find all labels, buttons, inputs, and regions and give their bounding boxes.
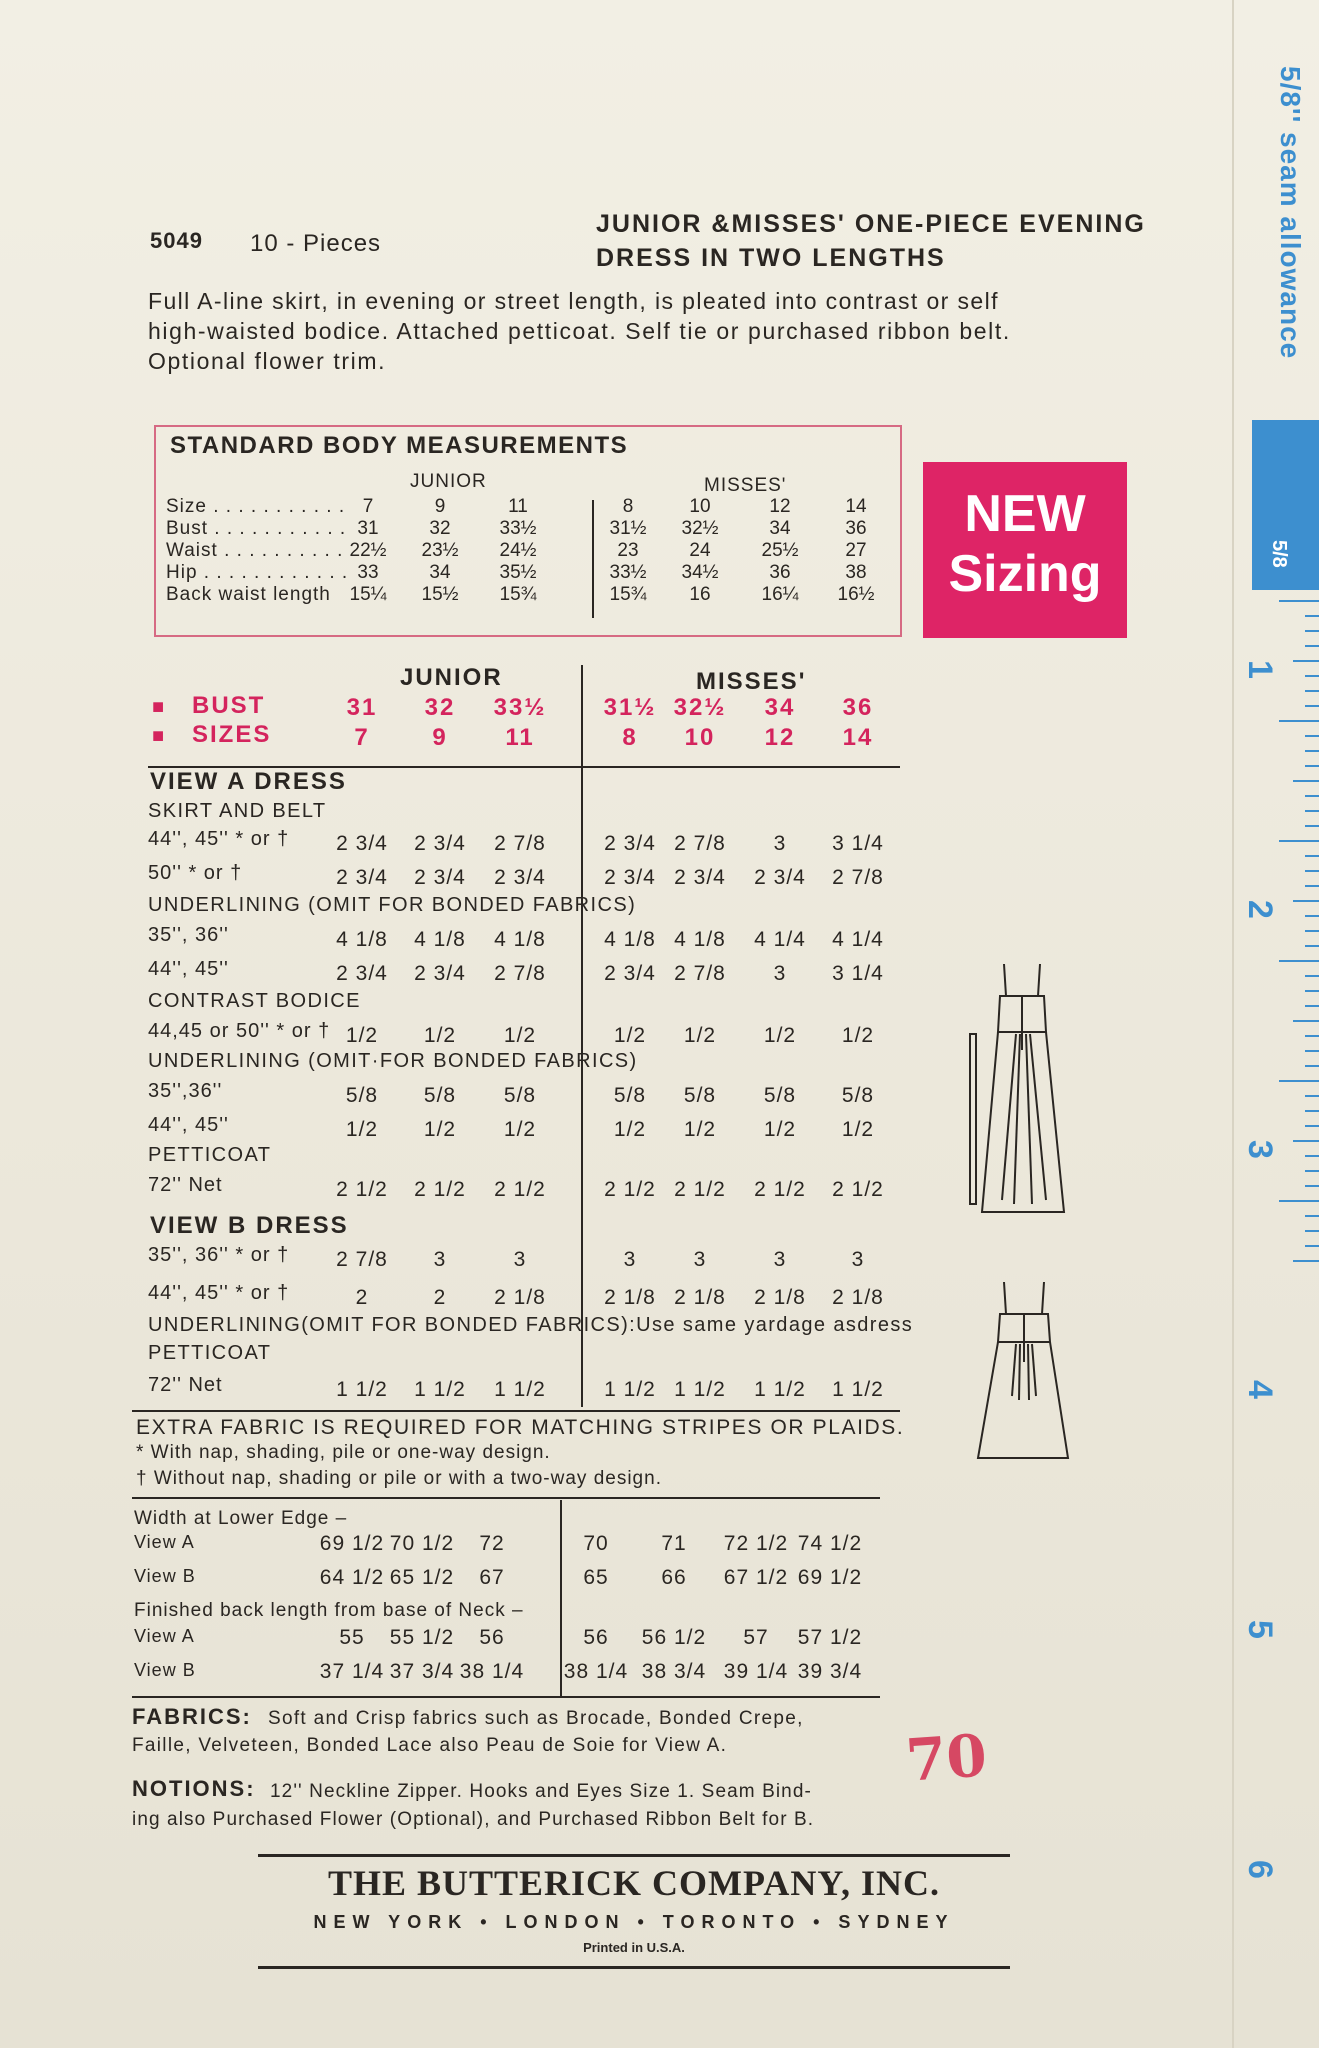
price-mark: 70 [903,1721,989,1795]
yardage-value: 4 1/8 [414,928,466,951]
ruler-inch-number: 6 [1240,1860,1279,1879]
yardage-value: 5/8 [345,1084,379,1107]
notions-line1: 12'' Neckline Zipper. Hooks and Eyes Size 1. Seam Bind- [270,1781,812,1802]
ruler-tick [1305,735,1319,737]
yardage-value: 2 7/8 [832,866,884,889]
smb-value: 33 [357,562,379,583]
smb-value: 23 [617,540,639,561]
yardage-value: 1/2 [345,1024,379,1047]
ruler-tick [1305,975,1319,977]
yardage-value: 2 3/4 [414,866,466,889]
ruler-tick [1305,1155,1319,1157]
yardage-value: 2 1/2 [494,1178,546,1201]
smb-value: 31½ [609,518,647,539]
yardage-value: 3 [433,1248,447,1271]
badge-new: NEW [964,485,1086,543]
ruler-inch-number: 3 [1240,1140,1279,1159]
yardage-value: 2 3/4 [494,866,546,889]
size-value: 9 [432,724,448,751]
smb-value: 27 [845,540,867,561]
smb-row-label: Bust . . . . . . . . . . . [166,518,347,539]
finished-row-label: View B [134,1660,196,1680]
finished-value: 39 1/4 [723,1660,789,1683]
ruler-tick [1305,1035,1319,1037]
yardage-row-label: 35'', 36'' * or † [148,1244,290,1266]
yardage-value: 2 7/8 [494,962,546,985]
yardage-value: 2 1/2 [674,1178,726,1201]
yardage-row-label: 44'', 45'' [148,958,229,980]
smb-row-label: Hip . . . . . . . . . . . . [166,562,349,583]
yardage-value: 1 1/2 [754,1378,806,1401]
yardage-value: 2 7/8 [674,832,726,855]
yardage-value: 1/2 [683,1118,717,1141]
yardage-value: 1 1/2 [494,1378,546,1401]
fabrics-label: FABRICS: [132,1704,252,1729]
yardage-row-label: 35'',36'' [148,1080,223,1102]
yardage-value: 2 7/8 [494,832,546,855]
pattern-number: 5049 [150,228,203,253]
ruler-inch-number: 1 [1240,660,1279,679]
pattern-title-line1: JUNIOR &MISSES' ONE-PIECE EVENING [596,210,1146,238]
size-value: 8 [622,724,638,751]
smb-row-label: Waist . . . . . . . . . . [166,540,344,561]
yardage-value: 2 3/4 [336,866,388,889]
yardage-value: 4 1/4 [754,928,806,951]
smb-value: 32½ [681,518,719,539]
yardage-row-label: VIEW B DRESS [150,1212,349,1239]
yardage-row-label: 50'' * or † [148,862,243,884]
yardage-value: 1/2 [613,1024,647,1047]
ruler-tick [1305,1005,1319,1007]
smb-value: 36 [769,562,791,583]
sizes-bullet-icon: ■ [152,725,165,747]
yardage-value: 2 3/4 [336,832,388,855]
yardage-value: 1/2 [503,1118,537,1141]
ruler-tick [1305,750,1319,752]
seam-allowance-ruler [1240,0,1319,2048]
smb-junior-label: JUNIOR [410,471,487,492]
yardage-value: 1/2 [763,1024,797,1047]
smb-value: 24½ [499,540,537,561]
ruler-tick [1305,1065,1319,1067]
bust-value: 32½ [673,694,727,721]
piece-count: 10 - Pieces [250,230,382,257]
description-line2: high-waisted bodice. Attached petticoat. Self tie or purchased ribbon belt. [148,318,1011,344]
smb-value: 8 [622,496,634,517]
notions-label: NOTIONS: [132,1776,256,1801]
yardage-value: 3 [773,962,787,985]
ruler-tick [1305,1095,1319,1097]
ruler-tick [1305,990,1319,992]
smb-value: 25½ [761,540,799,561]
finished-value: 65 [583,1566,609,1589]
yardage-value: 1/2 [345,1118,379,1141]
yardage-row-label: UNDERLINING (OMIT·FOR BONDED FABRICS) [148,1050,638,1072]
smb-row-label: Size . . . . . . . . . . . [166,496,346,517]
yardage-value: 1/2 [423,1024,457,1047]
fabrics-line2: Faille, Velveteen, Bonded Lace also Peau de Soie for View A. [132,1735,728,1756]
yardage-divider [581,665,583,1407]
yardage-value: 2 [433,1286,447,1309]
yardage-value: 4 1/8 [674,928,726,951]
ruler-tick [1305,615,1319,617]
ruler-tick [1293,780,1319,782]
yardage-value: 2 1/2 [414,1178,466,1201]
yardage-row-label: 44'', 45'' * or † [148,828,290,850]
yardage-value: 3 1/4 [832,832,884,855]
finished-value: 64 1/2 [319,1566,385,1589]
smb-value: 38 [845,562,867,583]
smb-value: 16 [689,584,711,605]
company-name: THE BUTTERICK COMPANY, INC. [327,1863,941,1903]
footer-bottom-rule [258,1966,1010,1969]
ruler-tick [1305,825,1319,827]
ruler-tick [1279,1200,1319,1202]
smb-value: 7 [362,496,374,517]
ruler-inch-number: 2 [1240,900,1279,919]
yardage-value: 4 1/4 [832,928,884,951]
yardage-value: 1 1/2 [832,1378,884,1401]
bust-value: 33½ [493,694,547,721]
ruler-label: 5/8'' seam allowance [1275,66,1306,360]
yardage-value: 2 [355,1286,369,1309]
yardage-value: 2 1/2 [754,1178,806,1201]
sizes-label: SIZES [192,721,272,748]
standard-measurements-title: STANDARD BODY MEASUREMENTS [170,432,629,459]
ruler-tick [1293,1140,1319,1142]
smb-value: 22½ [349,540,387,561]
ruler-tick [1305,1185,1319,1187]
ruler-tick [1305,930,1319,932]
pattern-title-line2: DRESS IN TWO LENGTHS [596,244,946,272]
size-value: 11 [505,724,535,751]
finished-value: 65 1/2 [389,1566,455,1589]
company-cities: NEW YORK • LONDON • TORONTO • SYDNEY [313,1912,955,1932]
ruler-tick [1293,1260,1319,1262]
ruler-tick [1305,645,1319,647]
bust-value: 36 [842,694,874,721]
yardage-value: 2 1/2 [832,1178,884,1201]
ruler-tick [1305,795,1319,797]
finished-value: 70 1/2 [389,1532,455,1555]
finished-value: 72 1/2 [723,1532,789,1555]
yardage-value: 1/2 [763,1118,797,1141]
smb-value: 15¾ [499,584,537,605]
yardage-value: 1 1/2 [674,1378,726,1401]
yardage-row-label: UNDERLINING (OMIT FOR BONDED FABRICS) [148,894,637,916]
smb-value: 11 [508,496,528,517]
ruler-tick [1305,630,1319,632]
yardage-row-label: UNDERLINING(OMIT FOR BONDED FABRICS):Use same yardage asdress [148,1314,914,1336]
yardage-value: 2 1/8 [494,1286,546,1309]
bust-value: 34 [764,694,796,721]
ruler-tick [1305,885,1319,887]
yardage-value: 5/8 [503,1084,537,1107]
ruler-tick [1305,870,1319,872]
finished-value: 66 [661,1566,687,1589]
yardage-value: 1/2 [613,1118,647,1141]
view-b-dress-drawing [964,1276,1074,1466]
width-lower-edge-label: Width at Lower Edge – [134,1508,348,1529]
yardage-value: 5/8 [763,1084,797,1107]
yardage-value: 2 3/4 [604,866,656,889]
smb-value: 16½ [837,584,875,605]
ruler-tick [1305,675,1319,677]
yardage-value: 2 1/8 [754,1286,806,1309]
yardage-value: 2 7/8 [674,962,726,985]
yardage-value: 3 [773,1248,787,1271]
finished-value: 67 1/2 [723,1566,789,1589]
fabrics-line1: Soft and Crisp fabrics such as Brocade, Bonded Crepe, [268,1708,804,1729]
yardage-value: 5/8 [613,1084,647,1107]
yardage-value: 2 3/4 [604,832,656,855]
ruler-tick [1279,720,1319,722]
finished-value: 38 3/4 [641,1660,707,1683]
bust-value: 32 [424,694,456,721]
yardage-value: 3 1/4 [832,962,884,985]
yardage-value: 2 1/8 [832,1286,884,1309]
yardage-value: 2 3/4 [674,866,726,889]
bust-bullet-icon: ■ [152,696,165,718]
view-a-dress-drawing [960,960,1070,1220]
ruler-tick [1279,1080,1319,1082]
yardage-value: 2 3/4 [336,962,388,985]
finished-row-label: View B [134,1566,196,1586]
yardage-row-label: 44,45 or 50'' * or † [148,1020,331,1042]
yardage-value: 1/2 [683,1024,717,1047]
smb-value: 34½ [681,562,719,583]
yardage-value: 2 1/8 [604,1286,656,1309]
ruler-tick [1279,600,1319,602]
yardage-row-label: PETTICOAT [148,1144,272,1166]
yardage-value: 2 3/4 [414,832,466,855]
ruler-tick [1293,900,1319,902]
finished-value: 69 1/2 [319,1532,385,1555]
ruler-inch-number: 4 [1240,1380,1279,1399]
yardage-value: 1/2 [841,1024,875,1047]
finished-value: 56 [479,1626,505,1649]
ruler-tick [1279,960,1319,962]
ruler-tick [1305,1110,1319,1112]
yardage-row-label: 35'', 36'' [148,924,229,946]
yardage-value: 3 [773,832,787,855]
back-length-label: Finished back length from base of Neck – [134,1600,524,1621]
smb-value: 34 [429,562,451,583]
yardage-value: 1/2 [841,1118,875,1141]
bust-value: 31 [346,694,378,721]
size-value: 7 [354,724,370,751]
badge-sizing: Sizing [948,545,1102,603]
yardage-value: 4 1/8 [494,928,546,951]
smb-value: 24 [689,540,711,561]
yardage-value: 3 [851,1248,865,1271]
finished-value: 71 [661,1532,687,1555]
yardage-value: 5/8 [841,1084,875,1107]
envelope-fold [1232,0,1234,2048]
printed-in: Printed in U.S.A. [583,1940,685,1955]
notions-line2: ing also Purchased Flower (Optional), and Purchased Ribbon Belt for B. [132,1809,815,1830]
bust-value: 31½ [603,694,657,721]
ruler-tick [1293,660,1319,662]
smb-value: 12 [769,496,791,517]
yardage-row-label: SKIRT AND BELT [148,800,327,822]
finished-row-label: View A [134,1532,195,1552]
ruler-tick [1305,1170,1319,1172]
ruler-tick [1305,690,1319,692]
yardage-value: 2 7/8 [336,1248,388,1271]
yardage-value: 4 1/8 [336,928,388,951]
extra-fabric-note: EXTRA FABRIC IS REQUIRED FOR MATCHING STRIPES OR PLAIDS. [136,1416,905,1439]
smb-value: 16¼ [761,584,799,605]
finished-value: 38 1/4 [459,1660,525,1683]
finished-value: 55 1/2 [389,1626,455,1649]
size-value: 14 [842,724,874,751]
finished-value: 37 1/4 [319,1660,385,1683]
with-nap-note: * With nap, shading, pile or one-way design. [136,1442,551,1463]
finished-value: 69 1/2 [797,1566,863,1589]
ruler-tick [1305,1125,1319,1127]
ruler-tick [1305,1215,1319,1217]
yardage-row-label: 72'' Net [148,1174,223,1196]
footer-top-rule [258,1854,1010,1857]
yardage-value: 1/2 [503,1024,537,1047]
yardage-value: 2 3/4 [754,866,806,889]
yardage-row-label: PETTICOAT [148,1342,272,1364]
yardage-value: 2 1/2 [604,1178,656,1201]
smb-value: 23½ [421,540,459,561]
smb-divider [592,500,594,618]
yardage-misses-label: MISSES' [696,668,807,695]
yardage-row-label: VIEW A DRESS [150,768,347,795]
yardage-value: 3 [693,1248,707,1271]
yardage-value: 5/8 [683,1084,717,1107]
smb-value: 9 [434,496,446,517]
smb-value: 33½ [609,562,647,583]
yardage-row-label: 72'' Net [148,1374,223,1396]
yardage-value: 1/2 [423,1118,457,1141]
smb-value: 31 [357,518,379,539]
yardage-value: 2 3/4 [604,962,656,985]
yardage-value: 3 [513,1248,527,1271]
finished-value: 67 [479,1566,505,1589]
ruler-tick [1305,1230,1319,1232]
ruler-tick [1305,915,1319,917]
yardage-value: 4 1/8 [604,928,656,951]
yardage-row-label: CONTRAST BODICE [148,990,361,1012]
yardage-value: 2 3/4 [414,962,466,985]
size-value: 12 [764,724,796,751]
finished-value: 39 3/4 [797,1660,863,1683]
smb-value: 14 [845,496,867,517]
smb-value: 15½ [421,584,459,605]
ruler-tick [1279,840,1319,842]
yardage-value: 3 [623,1248,637,1271]
finished-value: 56 [583,1626,609,1649]
smb-value: 36 [845,518,867,539]
ruler-tick [1293,1020,1319,1022]
notes-rule [132,1497,880,1499]
ruler-tick [1305,1245,1319,1247]
smb-value: 10 [689,496,711,517]
without-nap-note: † Without nap, shading or pile or with a two-way design. [136,1468,662,1489]
ruler-tick [1305,810,1319,812]
smb-value: 15¾ [609,584,647,605]
smb-value: 35½ [499,562,537,583]
yardage-value: 1 1/2 [336,1378,388,1401]
finished-rule [132,1696,880,1698]
bust-label: BUST [192,692,266,719]
ruler-fraction: 5/8 [1268,540,1290,568]
ruler-tick [1305,1050,1319,1052]
finished-value: 37 3/4 [389,1660,455,1683]
description-line3: Optional flower trim. [148,348,387,374]
finished-value: 56 1/2 [641,1626,707,1649]
yardage-bottom-rule [132,1410,900,1412]
smb-value: 15¼ [349,584,387,605]
new-sizing-badge [923,462,1127,638]
ruler-inch-number: 5 [1240,1620,1279,1639]
smb-value: 33½ [499,518,537,539]
ruler-tick [1305,765,1319,767]
yardage-value: 5/8 [423,1084,457,1107]
yardage-value: 1 1/2 [604,1378,656,1401]
yardage-row-label: 44'', 45'' [148,1114,229,1136]
finished-value: 72 [479,1532,505,1555]
ruler-tick [1305,705,1319,707]
finished-value: 38 1/4 [563,1660,629,1683]
ruler-tick [1305,945,1319,947]
yardage-value: 2 1/8 [674,1286,726,1309]
smb-row-label: Back waist length [166,584,331,605]
yardage-junior-label: JUNIOR [400,664,503,691]
yardage-row-label: 44'', 45'' * or † [148,1282,290,1304]
finished-value: 57 [743,1626,769,1649]
size-value: 10 [684,724,716,751]
smb-value: 32 [429,518,451,539]
ruler-tick [1305,855,1319,857]
yardage-value: 1 1/2 [414,1378,466,1401]
finished-value: 57 1/2 [797,1626,863,1649]
description-line1: Full A-line skirt, in evening or street length, is pleated into contrast or self [148,288,999,314]
finished-value: 55 [339,1626,365,1649]
finished-value: 74 1/2 [797,1532,863,1555]
yardage-value: 2 1/2 [336,1178,388,1201]
finished-value: 70 [583,1532,609,1555]
finished-row-label: View A [134,1626,195,1646]
smb-misses-label: MISSES' [704,475,787,496]
smb-value: 34 [769,518,791,539]
